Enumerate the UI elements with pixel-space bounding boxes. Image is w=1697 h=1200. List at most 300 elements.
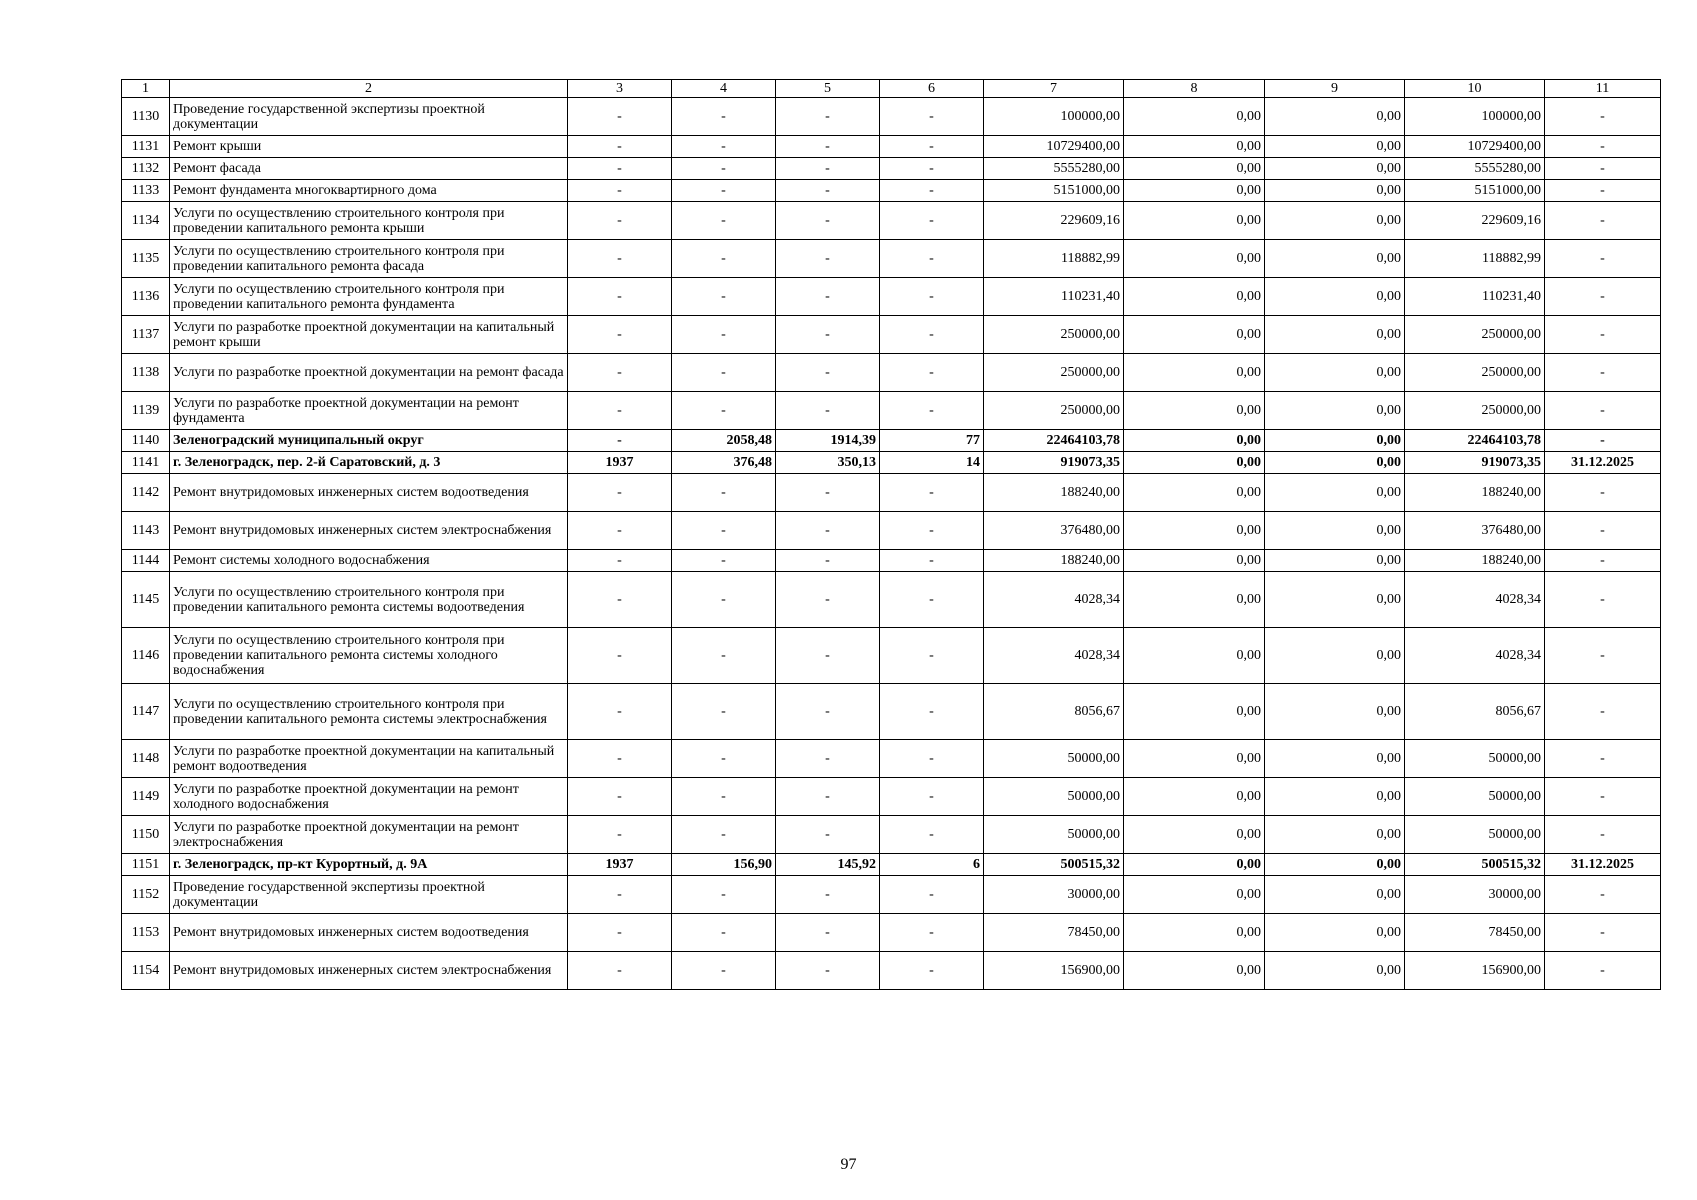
cell-col9: 0,00 xyxy=(1265,816,1405,854)
cell-col7: 376480,00 xyxy=(984,512,1124,550)
cell-col7: 50000,00 xyxy=(984,740,1124,778)
cell-col7: 50000,00 xyxy=(984,816,1124,854)
cell-col10: 919073,35 xyxy=(1405,452,1545,474)
cell-col9: 0,00 xyxy=(1265,740,1405,778)
cell-col11: - xyxy=(1545,778,1661,816)
cell-col3: - xyxy=(568,240,672,278)
work-name: Услуги по осуществлению строительного контроля при проведении капитального ремонта системы холодного водоснабжения xyxy=(170,628,568,684)
table-row xyxy=(122,816,1661,854)
cell-col11: - xyxy=(1545,512,1661,550)
cell-col8: 0,00 xyxy=(1124,816,1265,854)
cell-col10: 22464103,78 xyxy=(1405,430,1545,452)
cell-col10: 188240,00 xyxy=(1405,474,1545,512)
cell-col8: 0,00 xyxy=(1124,854,1265,876)
row-number: 1138 xyxy=(122,354,170,392)
table-row xyxy=(122,316,1661,354)
cell-col5: - xyxy=(776,914,880,952)
cell-col4: - xyxy=(672,876,776,914)
cell-col10: 110231,40 xyxy=(1405,278,1545,316)
table-row xyxy=(122,778,1661,816)
work-name: Услуги по разработке проектной документации на капитальный ремонт водоотведения xyxy=(170,740,568,778)
cell-col11: - xyxy=(1545,952,1661,990)
cell-col9: 0,00 xyxy=(1265,512,1405,550)
cell-col8: 0,00 xyxy=(1124,158,1265,180)
cell-col3: - xyxy=(568,684,672,740)
cell-col8: 0,00 xyxy=(1124,474,1265,512)
cell-col11: 31.12.2025 xyxy=(1545,452,1661,474)
cell-col7: 30000,00 xyxy=(984,876,1124,914)
work-name: Услуги по разработке проектной документации на ремонт фундамента xyxy=(170,392,568,430)
cell-col5: - xyxy=(776,740,880,778)
row-number: 1137 xyxy=(122,316,170,354)
work-name: Ремонт внутридомовых инженерных систем электроснабжения xyxy=(170,512,568,550)
work-name: Услуги по осуществлению строительного контроля при проведении капитального ремонта крыши xyxy=(170,202,568,240)
row-number: 1148 xyxy=(122,740,170,778)
cell-col8: 0,00 xyxy=(1124,572,1265,628)
work-name: Услуги по разработке проектной документации на ремонт фасада xyxy=(170,354,568,392)
cell-col11: 31.12.2025 xyxy=(1545,854,1661,876)
table-row xyxy=(122,914,1661,952)
work-name: Услуги по разработке проектной документации на капитальный ремонт крыши xyxy=(170,316,568,354)
cell-col11: - xyxy=(1545,684,1661,740)
row-number: 1147 xyxy=(122,684,170,740)
cell-col3: - xyxy=(568,876,672,914)
column-header: 3 xyxy=(568,80,672,98)
cell-col9: 0,00 xyxy=(1265,952,1405,990)
work-name: Ремонт внутридомовых инженерных систем электроснабжения xyxy=(170,952,568,990)
cell-col9: 0,00 xyxy=(1265,158,1405,180)
work-name: Услуги по разработке проектной документации на ремонт электроснабжения xyxy=(170,816,568,854)
cell-col10: 50000,00 xyxy=(1405,816,1545,854)
cell-col6: - xyxy=(880,550,984,572)
cell-col9: 0,00 xyxy=(1265,316,1405,354)
cell-col6: - xyxy=(880,278,984,316)
cell-col11: - xyxy=(1545,914,1661,952)
cell-col3: 1937 xyxy=(568,452,672,474)
cell-col9: 0,00 xyxy=(1265,628,1405,684)
cell-col6: - xyxy=(880,778,984,816)
cell-col6: - xyxy=(880,572,984,628)
work-name: г. Зеленоградск, пер. 2-й Саратовский, д. 3 xyxy=(170,452,568,474)
cell-col3: - xyxy=(568,392,672,430)
cell-col11: - xyxy=(1545,550,1661,572)
cell-col10: 250000,00 xyxy=(1405,316,1545,354)
work-name: Услуги по осуществлению строительного контроля при проведении капитального ремонта системы электроснабжения xyxy=(170,684,568,740)
cell-col9: 0,00 xyxy=(1265,854,1405,876)
table-row xyxy=(122,740,1661,778)
cell-col4: - xyxy=(672,316,776,354)
work-name: Ремонт фундамента многоквартирного дома xyxy=(170,180,568,202)
column-header: 1 xyxy=(122,80,170,98)
cell-col9: 0,00 xyxy=(1265,778,1405,816)
row-number: 1140 xyxy=(122,430,170,452)
cell-col7: 156900,00 xyxy=(984,952,1124,990)
table-row xyxy=(122,354,1661,392)
cell-col9: 0,00 xyxy=(1265,684,1405,740)
column-header: 4 xyxy=(672,80,776,98)
cell-col5: 350,13 xyxy=(776,452,880,474)
row-number: 1134 xyxy=(122,202,170,240)
cell-col10: 156900,00 xyxy=(1405,952,1545,990)
cell-col4: - xyxy=(672,740,776,778)
cell-col4: - xyxy=(672,158,776,180)
table-row xyxy=(122,572,1661,628)
cell-col10: 250000,00 xyxy=(1405,354,1545,392)
cell-col5: - xyxy=(776,354,880,392)
cell-col4: - xyxy=(672,512,776,550)
cell-col5: - xyxy=(776,136,880,158)
table-row xyxy=(122,240,1661,278)
cell-col8: 0,00 xyxy=(1124,914,1265,952)
cell-col10: 118882,99 xyxy=(1405,240,1545,278)
cell-col8: 0,00 xyxy=(1124,180,1265,202)
cell-col3: - xyxy=(568,202,672,240)
cell-col9: 0,00 xyxy=(1265,202,1405,240)
cell-col10: 376480,00 xyxy=(1405,512,1545,550)
cell-col3: - xyxy=(568,158,672,180)
cell-col7: 250000,00 xyxy=(984,354,1124,392)
column-header: 6 xyxy=(880,80,984,98)
cell-col3: - xyxy=(568,778,672,816)
table-row xyxy=(122,854,1661,876)
cell-col11: - xyxy=(1545,278,1661,316)
cell-col5: 1914,39 xyxy=(776,430,880,452)
work-name: Услуги по осуществлению строительного контроля при проведении капитального ремонта фундамента xyxy=(170,278,568,316)
cell-col11: - xyxy=(1545,240,1661,278)
cell-col11: - xyxy=(1545,430,1661,452)
cell-col10: 500515,32 xyxy=(1405,854,1545,876)
cell-col7: 4028,34 xyxy=(984,628,1124,684)
cell-col4: - xyxy=(672,278,776,316)
work-name: Проведение государственной экспертизы проектной документации xyxy=(170,876,568,914)
cell-col4: - xyxy=(672,550,776,572)
work-name: г. Зеленоградск, пр-кт Курортный, д. 9А xyxy=(170,854,568,876)
row-number: 1136 xyxy=(122,278,170,316)
cell-col3: - xyxy=(568,550,672,572)
cell-col10: 229609,16 xyxy=(1405,202,1545,240)
cell-col8: 0,00 xyxy=(1124,202,1265,240)
cell-col8: 0,00 xyxy=(1124,354,1265,392)
cell-col10: 100000,00 xyxy=(1405,98,1545,136)
cell-col7: 250000,00 xyxy=(984,392,1124,430)
cell-col4: - xyxy=(672,98,776,136)
cell-col6: - xyxy=(880,202,984,240)
cell-col6: - xyxy=(880,952,984,990)
cell-col9: 0,00 xyxy=(1265,278,1405,316)
cell-col6: - xyxy=(880,240,984,278)
column-header: 11 xyxy=(1545,80,1661,98)
cell-col7: 118882,99 xyxy=(984,240,1124,278)
cell-col6: 14 xyxy=(880,452,984,474)
cell-col10: 250000,00 xyxy=(1405,392,1545,430)
work-name: Ремонт фасада xyxy=(170,158,568,180)
row-number: 1135 xyxy=(122,240,170,278)
cell-col11: - xyxy=(1545,136,1661,158)
row-number: 1152 xyxy=(122,876,170,914)
cell-col10: 4028,34 xyxy=(1405,628,1545,684)
cell-col8: 0,00 xyxy=(1124,876,1265,914)
cell-col3: - xyxy=(568,952,672,990)
cell-col5: - xyxy=(776,550,880,572)
work-name: Ремонт внутридомовых инженерных систем водоотведения xyxy=(170,914,568,952)
cell-col5: - xyxy=(776,392,880,430)
cell-col7: 10729400,00 xyxy=(984,136,1124,158)
page-number: 97 xyxy=(840,1156,857,1173)
cell-col9: 0,00 xyxy=(1265,550,1405,572)
cell-col6: - xyxy=(880,474,984,512)
table-body xyxy=(122,98,1661,990)
cell-col7: 110231,40 xyxy=(984,278,1124,316)
cell-col10: 5151000,00 xyxy=(1405,180,1545,202)
cell-col3: - xyxy=(568,180,672,202)
table-row xyxy=(122,550,1661,572)
cell-col6: - xyxy=(880,392,984,430)
cell-col6: - xyxy=(880,816,984,854)
cell-col11: - xyxy=(1545,392,1661,430)
cell-col4: - xyxy=(672,474,776,512)
table-row xyxy=(122,98,1661,136)
cell-col7: 188240,00 xyxy=(984,474,1124,512)
cell-col10: 5555280,00 xyxy=(1405,158,1545,180)
table-row xyxy=(122,474,1661,512)
cell-col9: 0,00 xyxy=(1265,354,1405,392)
cell-col4: - xyxy=(672,628,776,684)
row-number: 1142 xyxy=(122,474,170,512)
cell-col5: - xyxy=(776,158,880,180)
work-name: Ремонт системы холодного водоснабжения xyxy=(170,550,568,572)
cell-col3: - xyxy=(568,278,672,316)
cell-col5: - xyxy=(776,572,880,628)
cell-col6: - xyxy=(880,158,984,180)
cell-col4: - xyxy=(672,684,776,740)
cell-col6: - xyxy=(880,316,984,354)
cell-col6: 6 xyxy=(880,854,984,876)
cell-col3: - xyxy=(568,354,672,392)
cell-col10: 50000,00 xyxy=(1405,740,1545,778)
cell-col11: - xyxy=(1545,180,1661,202)
table-row xyxy=(122,684,1661,740)
row-number: 1146 xyxy=(122,628,170,684)
cell-col6: - xyxy=(880,876,984,914)
cell-col5: - xyxy=(776,278,880,316)
cell-col10: 8056,67 xyxy=(1405,684,1545,740)
column-header: 7 xyxy=(984,80,1124,98)
table-row xyxy=(122,392,1661,430)
cell-col10: 30000,00 xyxy=(1405,876,1545,914)
cell-col11: - xyxy=(1545,628,1661,684)
table-row xyxy=(122,136,1661,158)
capital-repair-table xyxy=(121,79,1661,990)
row-number: 1131 xyxy=(122,136,170,158)
cell-col7: 250000,00 xyxy=(984,316,1124,354)
cell-col6: - xyxy=(880,740,984,778)
cell-col5: - xyxy=(776,98,880,136)
cell-col5: - xyxy=(776,512,880,550)
cell-col8: 0,00 xyxy=(1124,512,1265,550)
cell-col11: - xyxy=(1545,158,1661,180)
cell-col3: - xyxy=(568,914,672,952)
cell-col10: 50000,00 xyxy=(1405,778,1545,816)
cell-col5: - xyxy=(776,952,880,990)
table-row xyxy=(122,512,1661,550)
row-number: 1149 xyxy=(122,778,170,816)
table-row xyxy=(122,430,1661,452)
work-name: Проведение государственной экспертизы проектной документации xyxy=(170,98,568,136)
table-row xyxy=(122,452,1661,474)
cell-col4: - xyxy=(672,778,776,816)
table-row xyxy=(122,876,1661,914)
cell-col6: - xyxy=(880,98,984,136)
cell-col3: - xyxy=(568,572,672,628)
cell-col11: - xyxy=(1545,816,1661,854)
cell-col5: - xyxy=(776,628,880,684)
cell-col4: - xyxy=(672,202,776,240)
cell-col7: 8056,67 xyxy=(984,684,1124,740)
row-number: 1133 xyxy=(122,180,170,202)
cell-col6: - xyxy=(880,180,984,202)
column-header: 2 xyxy=(170,80,568,98)
cell-col11: - xyxy=(1545,98,1661,136)
cell-col4: - xyxy=(672,240,776,278)
cell-col11: - xyxy=(1545,474,1661,512)
work-name: Услуги по разработке проектной документации на ремонт холодного водоснабжения xyxy=(170,778,568,816)
cell-col4: - xyxy=(672,180,776,202)
cell-col8: 0,00 xyxy=(1124,392,1265,430)
cell-col4: 156,90 xyxy=(672,854,776,876)
cell-col8: 0,00 xyxy=(1124,628,1265,684)
cell-col4: 376,48 xyxy=(672,452,776,474)
table-row xyxy=(122,278,1661,316)
cell-col3: - xyxy=(568,628,672,684)
cell-col3: - xyxy=(568,474,672,512)
cell-col7: 188240,00 xyxy=(984,550,1124,572)
work-name: Зеленоградский муниципальный округ xyxy=(170,430,568,452)
cell-col9: 0,00 xyxy=(1265,180,1405,202)
cell-col3: - xyxy=(568,136,672,158)
cell-col4: 2058,48 xyxy=(672,430,776,452)
cell-col8: 0,00 xyxy=(1124,240,1265,278)
cell-col7: 5151000,00 xyxy=(984,180,1124,202)
table-row xyxy=(122,180,1661,202)
cell-col8: 0,00 xyxy=(1124,778,1265,816)
cell-col6: - xyxy=(880,354,984,392)
cell-col11: - xyxy=(1545,572,1661,628)
table-row xyxy=(122,628,1661,684)
cell-col4: - xyxy=(672,816,776,854)
cell-col8: 0,00 xyxy=(1124,278,1265,316)
cell-col6: 77 xyxy=(880,430,984,452)
cell-col4: - xyxy=(672,572,776,628)
cell-col11: - xyxy=(1545,740,1661,778)
cell-col10: 4028,34 xyxy=(1405,572,1545,628)
cell-col9: 0,00 xyxy=(1265,98,1405,136)
cell-col4: - xyxy=(672,136,776,158)
cell-col8: 0,00 xyxy=(1124,952,1265,990)
column-header: 9 xyxy=(1265,80,1405,98)
column-number-header-row xyxy=(122,80,1661,98)
cell-col7: 78450,00 xyxy=(984,914,1124,952)
cell-col7: 100000,00 xyxy=(984,98,1124,136)
cell-col3: - xyxy=(568,98,672,136)
row-number: 1130 xyxy=(122,98,170,136)
row-number: 1153 xyxy=(122,914,170,952)
cell-col5: - xyxy=(776,684,880,740)
cell-col7: 229609,16 xyxy=(984,202,1124,240)
cell-col3: - xyxy=(568,512,672,550)
cell-col8: 0,00 xyxy=(1124,98,1265,136)
cell-col6: - xyxy=(880,684,984,740)
row-number: 1132 xyxy=(122,158,170,180)
cell-col11: - xyxy=(1545,202,1661,240)
cell-col11: - xyxy=(1545,354,1661,392)
cell-col5: - xyxy=(776,474,880,512)
cell-col5: - xyxy=(776,180,880,202)
cell-col8: 0,00 xyxy=(1124,452,1265,474)
cell-col11: - xyxy=(1545,316,1661,354)
cell-col9: 0,00 xyxy=(1265,240,1405,278)
cell-col4: - xyxy=(672,952,776,990)
row-number: 1141 xyxy=(122,452,170,474)
cell-col9: 0,00 xyxy=(1265,452,1405,474)
row-number: 1151 xyxy=(122,854,170,876)
cell-col4: - xyxy=(672,914,776,952)
cell-col9: 0,00 xyxy=(1265,430,1405,452)
row-number: 1154 xyxy=(122,952,170,990)
cell-col5: 145,92 xyxy=(776,854,880,876)
cell-col5: - xyxy=(776,202,880,240)
cell-col11: - xyxy=(1545,876,1661,914)
cell-col7: 4028,34 xyxy=(984,572,1124,628)
cell-col6: - xyxy=(880,512,984,550)
column-header: 8 xyxy=(1124,80,1265,98)
work-name: Услуги по осуществлению строительного контроля при проведении капитального ремонта системы водоотведения xyxy=(170,572,568,628)
column-header: 5 xyxy=(776,80,880,98)
column-header: 10 xyxy=(1405,80,1545,98)
cell-col8: 0,00 xyxy=(1124,740,1265,778)
cell-col8: 0,00 xyxy=(1124,430,1265,452)
row-number: 1150 xyxy=(122,816,170,854)
cell-col6: - xyxy=(880,136,984,158)
cell-col3: 1937 xyxy=(568,854,672,876)
row-number: 1145 xyxy=(122,572,170,628)
cell-col3: - xyxy=(568,430,672,452)
cell-col9: 0,00 xyxy=(1265,914,1405,952)
row-number: 1139 xyxy=(122,392,170,430)
work-name: Ремонт внутридомовых инженерных систем водоотведения xyxy=(170,474,568,512)
cell-col6: - xyxy=(880,914,984,952)
row-number: 1144 xyxy=(122,550,170,572)
cell-col5: - xyxy=(776,240,880,278)
cell-col8: 0,00 xyxy=(1124,550,1265,572)
cell-col9: 0,00 xyxy=(1265,572,1405,628)
work-name: Услуги по осуществлению строительного контроля при проведении капитального ремонта фасада xyxy=(170,240,568,278)
cell-col10: 78450,00 xyxy=(1405,914,1545,952)
cell-col5: - xyxy=(776,876,880,914)
cell-col4: - xyxy=(672,354,776,392)
cell-col10: 10729400,00 xyxy=(1405,136,1545,158)
cell-col7: 50000,00 xyxy=(984,778,1124,816)
cell-col7: 500515,32 xyxy=(984,854,1124,876)
cell-col8: 0,00 xyxy=(1124,316,1265,354)
cell-col8: 0,00 xyxy=(1124,136,1265,158)
cell-col7: 919073,35 xyxy=(984,452,1124,474)
work-name: Ремонт крыши xyxy=(170,136,568,158)
table-row xyxy=(122,158,1661,180)
cell-col9: 0,00 xyxy=(1265,392,1405,430)
cell-col3: - xyxy=(568,740,672,778)
cell-col9: 0,00 xyxy=(1265,876,1405,914)
cell-col3: - xyxy=(568,316,672,354)
